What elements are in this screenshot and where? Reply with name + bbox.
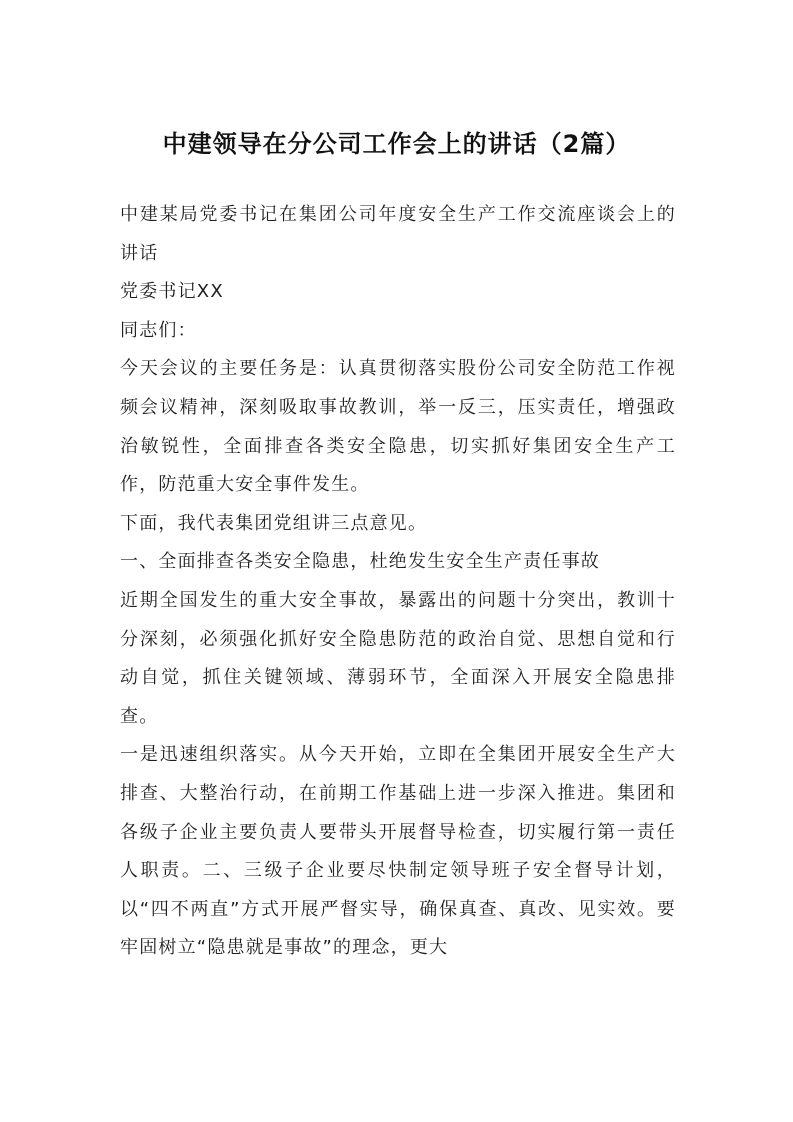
paragraph-intro: 今天会议的主要任务是：认真贯彻落实股份公司安全防范工作视频会议精神，深刻吸取事故教训，举一反三，压实责任，增强政治敏锐性，全面排查各类安全隐患，切实抓好集团安全生产工作，防范重大安全事件发生。: [120, 358, 676, 496]
paragraph-section-1: 近期全国发生的重大安全事故，暴露出的问题十分突出，教训十分深刻，必须强化抓好安全隐患防范的政治自觉、思想自觉和行动自觉，抓住关键领域、薄弱环节，全面深入开展安全隐患排查。: [120, 589, 676, 727]
document-title: 中建领导在分公司工作会上的讲话（2篇）: [162, 130, 631, 158]
paragraph-salutation: 同志们：: [120, 319, 197, 341]
paragraph-point-1: 一是迅速组织落实。从今天开始，立即在全集团开展安全生产大排查、大整治行动，在前期工作基础上进一步深入推进。集团和各级子企业主要负责人要带头开展督导检查，切实履行第一责任人职责。二、三级子企业要尽快制定领导班子安全督导计划，以“四不两直”方式开展严督实导，确保真查、真改、见实效。要牢固树立“隐患就是事故”的理念，更大: [120, 744, 676, 959]
document-body: [120, 196, 676, 968]
paragraph-speaker: 党委书记XX: [120, 281, 224, 303]
section-heading-1: 一、全面排查各类安全隐患，杜绝发生安全生产责任事故: [120, 551, 600, 573]
paragraph-subtitle: 中建某局党委书记在集团公司年度安全生产工作交流座谈会上的讲话: [120, 204, 676, 264]
paragraph-transition: 下面，我代表集团党组讲三点意见。: [120, 512, 428, 534]
